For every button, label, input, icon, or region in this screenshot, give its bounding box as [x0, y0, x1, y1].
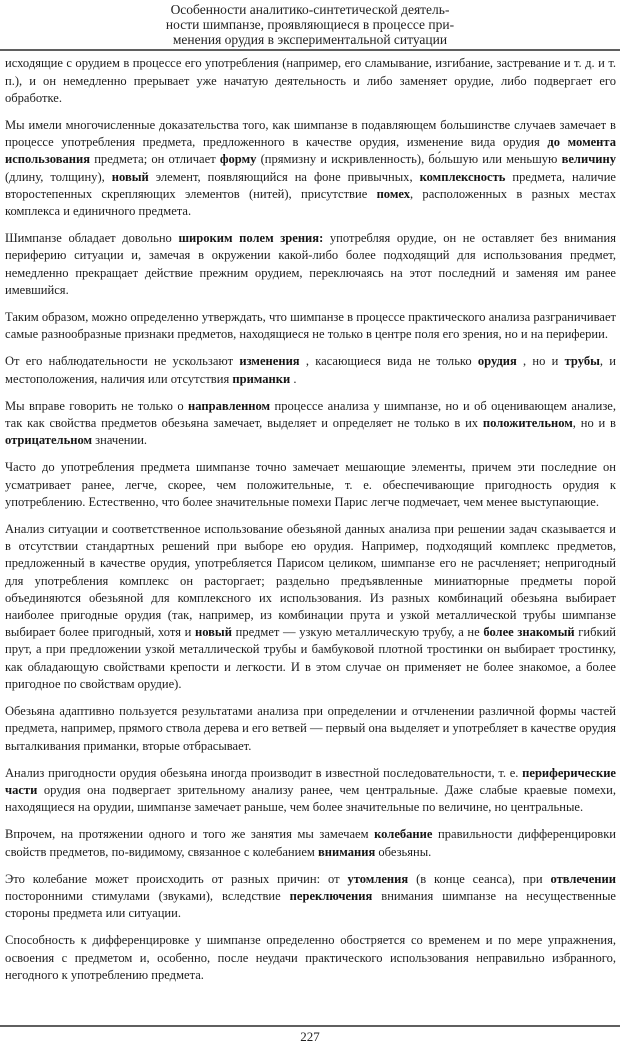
emphasized-text: изменения — [239, 354, 300, 369]
paragraph — [5, 765, 616, 817]
text-run: (прямизну и искривленность), бо́льшую или меньшую — [256, 152, 562, 167]
emphasized-text: приманки — [232, 371, 291, 386]
text-run: От его наблюдательности не ускользают — [5, 354, 240, 369]
paragraph — [5, 521, 616, 693]
emphasized-text: направленном — [188, 398, 271, 413]
emphasized-text: внимания — [318, 844, 376, 859]
text-run: Это колебание может происходить от разных причин: от — [5, 871, 348, 886]
text-run: элемент, появляющийся на фоне привычных, — [148, 169, 420, 184]
paragraph — [5, 459, 616, 511]
text-run: , но и — [516, 354, 565, 369]
paragraph — [5, 871, 616, 923]
text-run: правильности дифференцировки свойств предметов, по-видимому, связанное с колебанием — [5, 827, 616, 859]
text-run: Мы вправе говорить не только о — [5, 398, 189, 413]
paragraph — [5, 55, 616, 107]
text-run: предмета; он отличает — [90, 152, 220, 167]
text-run: (в конце сеанса), при — [408, 871, 551, 886]
text-run: Анализ пригодности орудия обезьяна иногда производит в известной последовательности, т. е. — [5, 765, 523, 780]
page-title — [0, 0, 620, 47]
text-run: . — [290, 371, 297, 386]
page-body — [0, 51, 620, 984]
text-run: , расположенных в разных местах комплекса и единичного предмета. — [5, 186, 616, 219]
paragraph — [5, 398, 616, 450]
text-run: употребляя орудие, он не оставляет без внимания периферию ситуации и, замечая в окружении какой-либо более подходящий для использования предмет, немедленно прекращает действие прежним орудием, переключаясь на этот последний и заменяя им ранее имевшийся. — [5, 231, 616, 297]
emphasized-text: положительном — [482, 416, 573, 431]
text-run: гибкий прут, а при предложении узкой металлической трубы и бамбуковой плотной тростинки он выбирает тростинку, как обладающую свойствами крепости и легкости. И в этом случае он применяет не более знакомое, а более пригодное по свойствам орудие). — [5, 625, 617, 691]
text-run: (длину, толщину), — [5, 169, 112, 184]
emphasized-text: периферические части — [5, 765, 616, 797]
text-run: Способность к дифференцировке у шимпанзе определенно обостряется со временем и по мере упражнения, освоения с предметом и, особенно, после неудачи практического использования неправильно избранного, негодного к употреблению предмета. — [5, 933, 616, 982]
paragraph — [5, 826, 616, 860]
paragraph — [5, 230, 616, 299]
text-run: значении. — [92, 433, 148, 448]
text-run: орудия она подвергает зрительному анализу ранее, чем центральные. Даже слабые краевые помехи, находящиеся на орудии, шимпанзе замечает раньше, чем более значительные по величине, но центральные. — [5, 782, 616, 815]
emphasized-text: переключения — [289, 888, 373, 903]
emphasized-text: комплексность — [419, 169, 506, 184]
paragraph — [5, 703, 616, 755]
page-footer — [0, 1025, 620, 1045]
paragraph — [5, 932, 616, 984]
emphasized-text: отрицательном — [5, 433, 93, 448]
emphasized-text: колебание — [374, 827, 433, 842]
text-run: Шимпанзе обладает довольно — [5, 231, 179, 246]
text-run: , но и в — [572, 416, 616, 431]
text-run: Анализ ситуации и соответственное использование обезьяной данных анализа при решении задач сказывается и в отсутствии стандартных решений при выборе ею орудия. Например, подходящий комплекс предметов, предложенный в качестве орудия, употребляется Парисом целиком, шимпанзе его не расчленяет; непригодный для употребления комплекс он расторгает; раздельно предъявленные миниатюрные предметы порой объединяются обезьяной для комплексного их использования. Из разных комбинаций обезьяна выбирает наиболее пригодные орудия (так, например, из комбинации прута и узкой металлической трубы шимпанзе выбирает более пригодный, хотя и — [5, 522, 616, 640]
text-run: исходящие с орудием в процессе его употребления (например, его сламывание, изгибание, застревание и т. д. и т. п.), и он немедленно прерывает уже начатую деятельность и либо заменяет орудие, либо подвергает его обработке. — [5, 56, 616, 105]
text-run: Часто до употребления предмета шимпанзе точно замечает мешающие элементы, причем эти последние он усматривает ранее, легче, скорее, чем положительные, т. е. обеспечивающие пригодность орудия к употреблению. Естественно, что более значительные помехи Парис легче подмечает, чем менее выступающие. — [5, 460, 616, 509]
emphasized-text: более знакомый — [483, 625, 575, 640]
paragraph — [5, 117, 616, 220]
text-run: предмета, наличие второстепенных скрепляющих элементов (нитей), присутствие — [5, 169, 616, 201]
text-run: процессе анализа у шимпанзе, но и об оценивающем анализе, так как свойства предметов обезьяна замечает, выделяет и определяет не только в их — [5, 398, 616, 431]
emphasized-text: широким полем зрения: — [178, 231, 324, 246]
text-run: Таким образом, можно определенно утверждать, что шимпанзе в процессе практического анализа разграничивает самые разнообразные признаки предметов, находящиеся не только в центре поля его зрения, но и на периферии. — [5, 310, 616, 342]
text-run: , касающиеся вида не только — [299, 354, 478, 369]
title-line: ности шимпанзе, проявляющиеся в процессе при- — [165, 16, 455, 32]
emphasized-text: величину — [561, 152, 616, 167]
page-number: 227 — [300, 1029, 320, 1044]
text-run: обезьяны. — [375, 844, 432, 859]
text-run: Мы имели многочисленные доказательства того, как шимпанзе в подавляющем большинстве случаев замечает в процессе употребления предмета, предложенного в качестве орудия, изменение вида орудия — [5, 118, 616, 150]
footer-divider — [0, 1025, 620, 1027]
paragraph — [5, 353, 616, 387]
text-run: Впрочем, на протяжении одного и того же занятия мы замечаем — [5, 827, 375, 842]
text-run: предмет — узкую металлическую трубу, а не — [231, 625, 484, 640]
emphasized-text: новый — [194, 625, 232, 640]
emphasized-text: орудия — [477, 354, 517, 369]
title-line: менения орудия в экспериментальной ситуации — [172, 31, 448, 47]
title-line: Особенности аналитико-синтетической деятель- — [170, 2, 450, 17]
text-run: посторонними стимулами (звуками), вследствие — [5, 888, 290, 903]
text-run: , и местоположения, наличия или отсутствия — [5, 354, 616, 386]
emphasized-text: до момента использования — [5, 135, 617, 167]
emphasized-text: отвлечении — [550, 871, 616, 886]
emphasized-text: утомления — [347, 871, 409, 886]
emphasized-text: помех — [376, 186, 410, 201]
paragraph — [5, 309, 616, 343]
emphasized-text: новый — [111, 169, 149, 184]
text-run: Обезьяна адаптивно пользуется результатами анализа при определении и отчленении различной формы частей предмета, например, прямого ствола дерева и его ветвей — первый она выделяет и употребляет в качестве орудия выталкивания приманки, вторые отбрасывает. — [5, 704, 616, 753]
text-run: внимания шимпанзе на несущественные стороны предмета или ситуации. — [5, 888, 616, 921]
emphasized-text: трубы — [564, 354, 600, 369]
emphasized-text: форму — [219, 152, 257, 167]
